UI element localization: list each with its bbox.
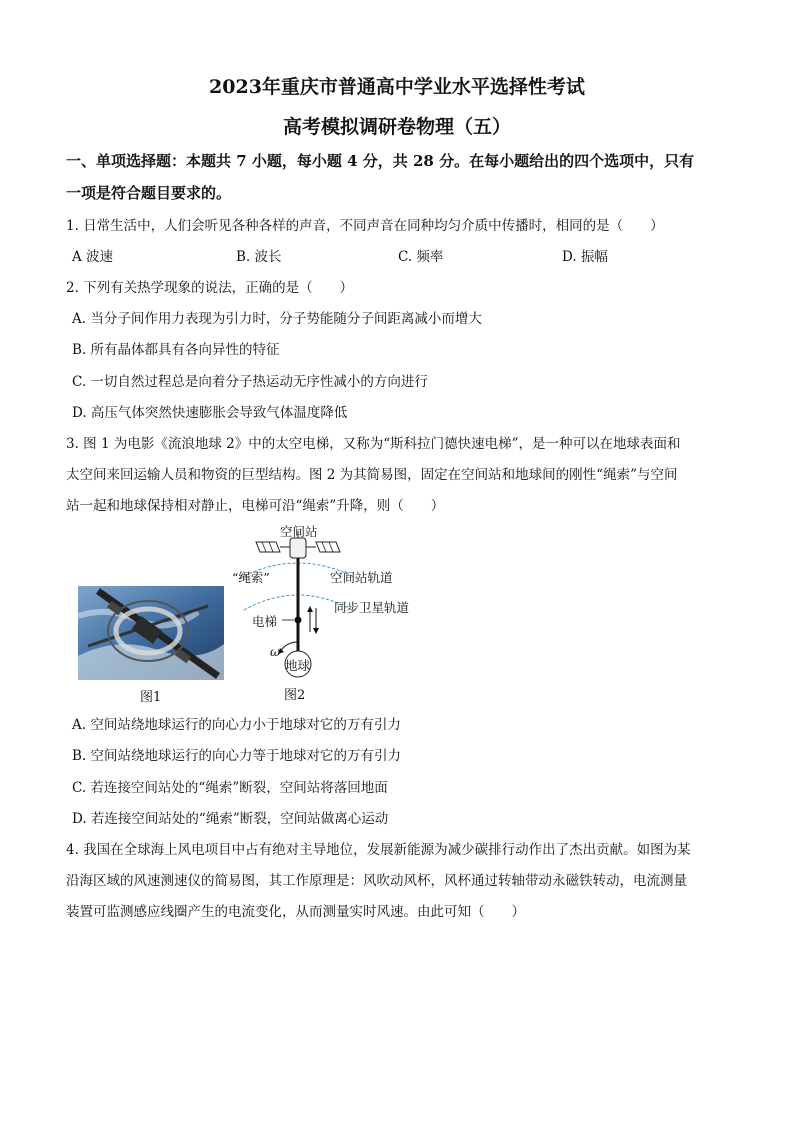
label-space-station: 空间站 bbox=[280, 524, 318, 539]
q1-option-c: C. 频率 bbox=[398, 249, 444, 265]
q1-option-d: D. 振幅 bbox=[562, 249, 608, 265]
q2-option-d: D. 高压气体突然快速膨胀会导致气体温度降低 bbox=[72, 405, 348, 421]
q4-stem-line1: 4. 我国在全球海上风电项目中占有绝对主导地位，发展新能源为减少碳排行动作出了杰出贡献。如图为某 bbox=[66, 842, 691, 858]
exam-subtitle: 高考模拟调研卷物理（五） bbox=[282, 116, 511, 138]
q4-stem-line3: 装置可监测感应线圈产生的电流变化，从而测量实时风速。由此可知（ ） bbox=[66, 904, 525, 920]
label-station-orbit: 空间站轨道 bbox=[330, 570, 393, 585]
label-earth: 地球 bbox=[285, 658, 311, 673]
space-station-icon bbox=[290, 538, 306, 558]
space-elevator-photo bbox=[78, 586, 224, 680]
space-elevator-diagram bbox=[230, 520, 430, 680]
q3-stem-line2: 太空间来回运输人员和物资的巨型结构。图 2 为其简易图，固定在空间站和地球间的刚性“绳索”与空间 bbox=[66, 467, 678, 483]
label-rope: “绳索” bbox=[232, 570, 270, 585]
q1-option-b: B. 波长 bbox=[236, 249, 282, 265]
q3-option-d: D. 若连接空间站处的“绳索”断裂，空间站做离心运动 bbox=[72, 811, 389, 827]
exam-title: 2023年重庆市普通高中学业水平选择性考试 bbox=[209, 76, 585, 98]
q3-stem-line3: 站一起和地球保持相对静止，电梯可沿“绳索”升降，则（ ） bbox=[66, 498, 445, 514]
label-elevator: 电梯 bbox=[252, 614, 278, 629]
q2-option-c: C. 一切自然过程总是向着分子热运动无序性减小的方向进行 bbox=[72, 374, 428, 390]
label-omega: ω bbox=[270, 644, 281, 659]
section-heading-line2: 一项是符合题目要求的。 bbox=[66, 184, 232, 202]
solar-panel-right-icon bbox=[306, 542, 340, 552]
q3-option-a: A. 空间站绕地球运行的向心力小于地球对它的万有引力 bbox=[72, 717, 401, 733]
q2-stem: 2. 下列有关热学现象的说法，正确的是（ ） bbox=[66, 280, 354, 296]
solar-panel-left-icon bbox=[256, 542, 290, 552]
elevator-icon bbox=[295, 617, 302, 624]
q3-option-c: C. 若连接空间站处的“绳索”断裂，空间站将落回地面 bbox=[72, 780, 388, 796]
q2-option-b: B. 所有晶体都具有各向异性的特征 bbox=[72, 342, 280, 358]
figure1-caption: 图1 bbox=[140, 690, 162, 705]
q3-stem-line1: 3. 图 1 为电影《流浪地球 2》中的太空电梯，又称为“斯科拉门德快速电梯”，是一种可以在地球表面和 bbox=[66, 436, 681, 452]
q2-option-a: A. 当分子间作用力表现为引力时，分子势能随分子间距离减小而增大 bbox=[72, 311, 482, 327]
label-sync-orbit: 同步卫星轨道 bbox=[334, 600, 410, 615]
q3-option-b: B. 空间站绕地球运行的向心力等于地球对它的万有引力 bbox=[72, 748, 402, 764]
q4-stem-line2: 沿海区域的风速测速仪的简易图，其工作原理是：风吹动风杯，风杯通过转轴带动永磁铁转动，电流测量 bbox=[66, 873, 687, 889]
figure2-caption: 图2 bbox=[284, 688, 306, 703]
section-heading-line1: 一、单项选择题：本题共 7 小题，每小题 4 分，共 28 分。在每小题给出的四个选项中，只有 bbox=[66, 152, 695, 170]
q1-stem: 1. 日常生活中，人们会听见各种各样的声音，不同声音在同种均匀介质中传播时，相同的是（ ） bbox=[66, 218, 664, 234]
q1-option-a: A 波速 bbox=[72, 249, 114, 265]
